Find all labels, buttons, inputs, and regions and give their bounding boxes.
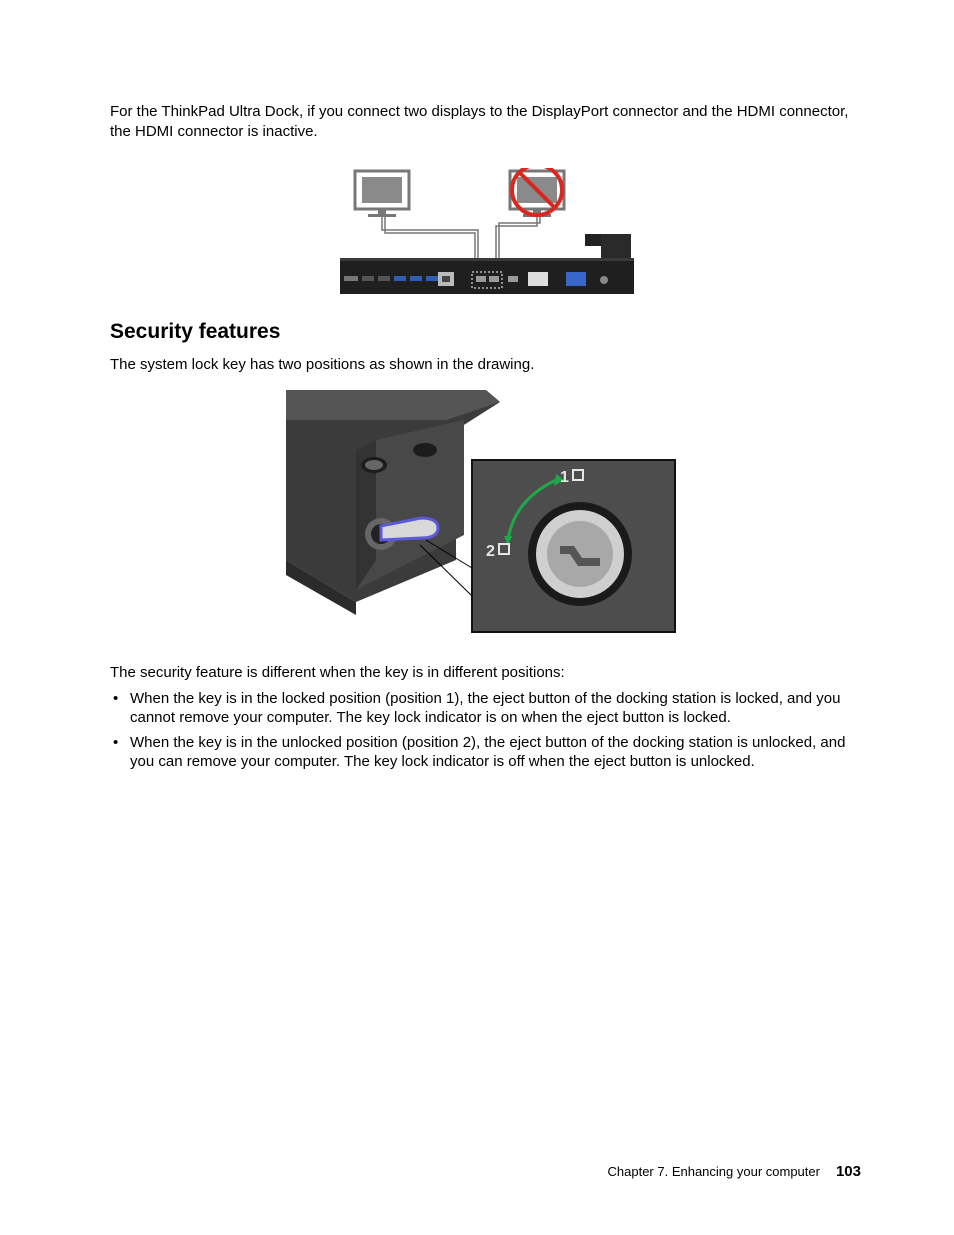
bullet-icon: • — [113, 734, 119, 751]
page-footer — [608, 1163, 862, 1180]
position-2-label: 2 — [486, 543, 495, 560]
dock-station-icon — [340, 234, 634, 294]
list-item-text: When the key is in the locked position (position 1), the eject button of the docking station is locked, and you cannot remove your computer. The key lock indicator is on when the eject button is locked. — [130, 690, 841, 726]
inactive-monitor-icon — [510, 171, 564, 217]
list-item-text: When the key is in the unlocked position (position 2), the eject button of the docking station is unlocked, and you can remove your computer. The key lock indicator is off when the eject button is unlocked. — [130, 734, 846, 770]
lock-positions-inset — [472, 460, 675, 632]
lock-intro-paragraph: The system lock key has two positions as shown in the drawing. — [110, 356, 535, 373]
section-heading: Security features — [110, 320, 281, 343]
system-lock-illustration — [286, 390, 678, 635]
intro-paragraph: For the ThinkPad Ultra Dock, if you connect two displays to the DisplayPort connector and the HDMI connector, the HDMI connector is inactive. — [110, 103, 849, 140]
key-position-list — [110, 690, 860, 778]
difference-intro-paragraph: The security feature is different when the key is in different positions: — [110, 664, 565, 681]
list-item — [110, 734, 860, 771]
chapter-label: Chapter 7. Enhancing your computer — [607, 1164, 820, 1179]
bullet-icon: • — [113, 690, 119, 707]
active-monitor-icon — [355, 171, 409, 217]
dock-corner-icon — [286, 390, 500, 615]
page-number: 103 — [835, 1163, 861, 1180]
position-1-label: 1 — [560, 469, 569, 486]
list-item — [110, 690, 860, 727]
dual-display-dock-illustration — [338, 168, 636, 298]
